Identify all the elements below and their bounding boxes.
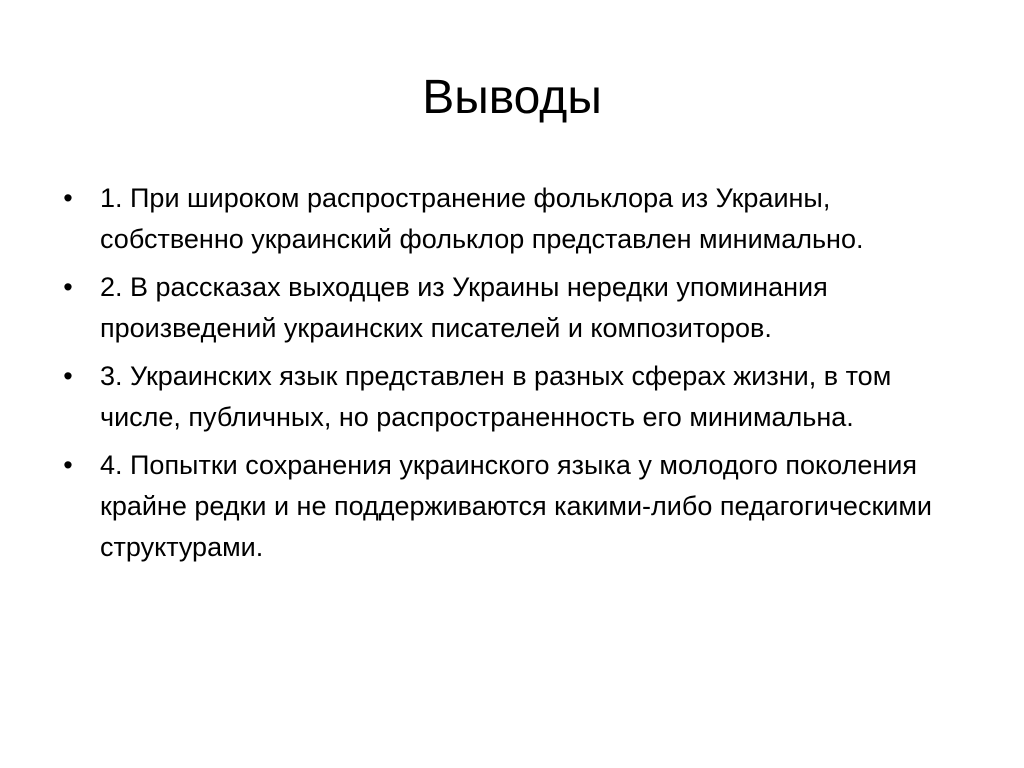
bullet-icon: • (63, 183, 73, 213)
slide-title: Выводы (422, 71, 602, 124)
list-item (58, 445, 978, 568)
bullet-icon: • (63, 361, 73, 391)
list-item-text: 1. При широком распространение фольклора из Украины, собственно украинский фольклор представлен минимально. (100, 183, 864, 254)
bullet-icon: • (63, 450, 73, 480)
list-item (58, 267, 978, 349)
list-item-text: 2. В рассказах выходцев из Украины нередки упоминания произведений украинских писателей и композиторов. (100, 272, 828, 343)
list-item-text: 4. Попытки сохранения украинского языка у молодого поколения крайне редки и не поддерживаются какими-либо педагогическими структурами. (100, 450, 932, 562)
bullet-icon: • (63, 272, 73, 302)
bullet-list (58, 178, 978, 575)
list-item (58, 178, 978, 260)
list-item (58, 356, 978, 438)
list-item-text: 3. Украинских язык представлен в разных сферах жизни, в том числе, публичных, но распространенность его минимальна. (100, 361, 892, 432)
